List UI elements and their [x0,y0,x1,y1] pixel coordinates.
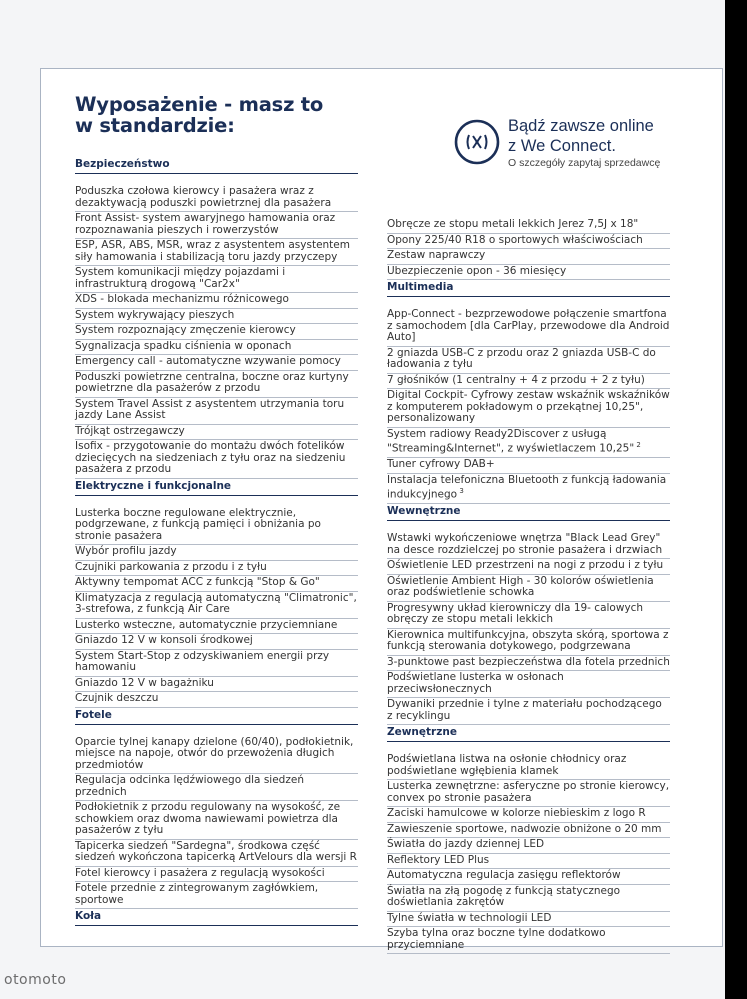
feature-item: XDS - blokada mechanizmu różnicowego [75,294,358,309]
feature-item: Instalacja telefoniczna Bluetooth z funkcją ładowania indukcyjnego $^3$ [387,475,670,505]
promo-headline: Bądź zawsze online z We Connect. [508,117,654,155]
feature-item: Sygnalizacja spadku ciśnienia w oponach [75,341,358,356]
feature-item: Opony 225/40 R18 o sportowych właściwościach [387,235,670,250]
feature-item: Zawieszenie sportowe, nadwozie obniżone o 20 mm [387,824,670,839]
watermark: otomoto [4,972,67,988]
feature-item: Dywaniki przednie i tylne z materiału pochodzącego z recyklingu [387,699,670,725]
feature-item: Światła do jazdy dziennej LED [387,839,670,854]
feature-item: Emergency call - automatyczne wzywanie pomocy [75,356,358,371]
right-column [387,219,670,955]
feature-item: Obręcze ze stopu metali lekkich Jerez 7,5J x 18" [387,219,670,234]
section-heading-wewnetrzne: Wewnętrzne [387,505,670,521]
feature-item: Podświetlane lusterka w osłonach przeciwsłonecznych [387,672,670,698]
feature-item: System radiowy Ready2Discover z usługą "Streaming&Internet", z wyświetlaczem 10,25" $^2$ [387,429,670,459]
feature-item: Światła na złą pogodę z funkcją statycznego doświetlania zakrętów [387,886,670,912]
feature-item: Oparcie tylnej kanapy dzielone (60/40), podłokietnik, miejsce na napoje, otwór do przewożenia długich przedmiotów [75,737,358,775]
feature-item: Wstawki wykończeniowe wnętrza "Black Lead Grey" na desce rozdzielczej po stronie pasażera i drzwiach [387,533,670,559]
feature-item: Kierownica multifunkcyjna, obszyta skórą, sportowa z funkcją sterowania dotykowego, podgrzewana [387,630,670,656]
feature-item: Progresywny układ kierowniczy dla 19- calowych obręczy ze stopu metali lekkich [387,603,670,629]
feature-item: System rozpoznający zmęczenie kierowcy [75,325,358,340]
feature-item: 3-punktowe past bezpieczeństwa dla fotela przednich [387,657,670,672]
feature-item: Tylne światła w technologii LED [387,913,670,928]
feature-item: Klimatyzacja z regulacją automatyczną "Climatronic", 3-strefowa, z funkcją Air Care [75,593,358,619]
feature-item: Lusterko wsteczne, automatycznie przyciemniane [75,620,358,635]
feature-item: Podłokietnik z przodu regulowany na wysokość, ze schowkiem oraz dwoma nawiewami powietrza dla pasażerów z tyłu [75,802,358,840]
section-heading-multimedia: Multimedia [387,281,670,297]
feature-item: Gniazdo 12 V w bagażniku [75,678,358,693]
feature-item: Lusterka zewnętrzne: asferyczne po stronie kierowcy, convex po stronie pasażera [387,781,670,807]
feature-item: Poduszka czołowa kierowcy i pasażera wraz z dezaktywacją poduszki powietrznej dla pasażera [75,186,358,212]
promo-subtext: O szczegóły zapytaj sprzedawcę [508,157,661,169]
feature-item: App-Connect - bezprzewodowe połączenie smartfona z samochodem [dla CarPlay, przewodowe dla Android Auto] [387,309,670,347]
feature-item: Zestaw naprawczy [387,250,670,265]
feature-item: Isofix - przygotowanie do montażu dwóch fotelików dziecięcych na siedzeniach z tyłu oraz na siedzeniu pasażera z przodu [75,441,358,479]
feature-item: Reflektory LED Plus [387,855,670,870]
feature-item: 2 gniazda USB-C z przodu oraz 2 gniazda USB-C do ładowania z tyłu [387,348,670,374]
section-heading-zewnetrzne: Zewnętrzne [387,726,670,742]
we-connect-promo [454,116,694,172]
feature-item: ESP, ASR, ABS, MSR, wraz z asystentem asystentem siły hamowania i stabilizacją toru jazdy przyczepy [75,240,358,266]
feature-item: Ubezpieczenie opon - 36 miesięcy [387,266,670,281]
title-line-1: Wyposażenie - masz to [75,93,324,116]
feature-item: Oświetlenie Ambient High - 30 kolorów oświetlenia oraz podświetlenie schowka [387,576,670,602]
title-line-2: w standardzie: [75,114,235,137]
feature-item: Aktywny tempomat ACC z funkcją "Stop & Go" [75,577,358,592]
page-title [75,94,323,136]
feature-item: Automatyczna regulacja zasięgu reflektorów [387,870,670,885]
feature-item: 7 głośników (1 centralny + 4 z przodu + 2 z tyłu) [387,375,670,390]
feature-item: Gniazdo 12 V w konsoli środkowej [75,635,358,650]
feature-item: Podświetlana listwa na osłonie chłodnicy oraz podświetlane wgłębienia klamek [387,754,670,780]
feature-item: Czujniki parkowania z przodu i z tyłu [75,562,358,577]
feature-item: Oświetlenie LED przestrzeni na nogi z przodu i z tyłu [387,560,670,575]
section-heading-kola: Koła [75,910,358,926]
feature-item: Wybór profilu jazdy [75,546,358,561]
feature-item: Czujnik deszczu [75,693,358,708]
feature-item: Lusterka boczne regulowane elektrycznie, podgrzewane, z funkcją pamięci i obniżania po stronie pasażera [75,508,358,546]
feature-item: System Start-Stop z odzyskiwaniem energii przy hamowaniu [75,651,358,677]
feature-item: Zaciski hamulcowe w kolorze niebieskim z logo R [387,808,670,823]
feature-item: Tuner cyfrowy DAB+ [387,459,670,474]
feature-item: Regulacja odcinka lędźwiowego dla siedzeń przednich [75,775,358,801]
feature-item: Tapicerka siedzeń "Sardegna", środkowa część siedzeń wykończona tapicerką ArtVelours dla wersji R [75,841,358,867]
footnote-marker: 2 [634,441,641,449]
feature-item: Fotel kierowcy i pasażera z regulacją wysokości [75,868,358,883]
left-column [75,158,358,938]
feature-item: System komunikacji między pojazdami i infrastrukturą drogową "Car2x" [75,267,358,293]
footnote-marker: 3 [457,487,464,495]
section-heading-elektryczne-i-funkcjonalne: Elektryczne i funkcjonalne [75,480,358,496]
feature-item: Poduszki powietrzne centralna, boczne oraz kurtyny powietrzne dla pasażerów z przodu [75,372,358,398]
feature-item: Szyba tylna oraz boczne tylne dodatkowo przyciemniane [387,928,670,954]
feature-item: Fotele przednie z zintegrowanym zagłówkiem, sportowe [75,883,358,909]
feature-item: Trójkąt ostrzegawczy [75,426,358,441]
feature-item: Digital Cockpit- Cyfrowy zestaw wskaźnik wskaźników z komputerem pokładowym o przekątnej 10,25", personalizowany [387,390,670,428]
feature-item: Front Assist- system awaryjnego hamowania oraz rozpoznawania pieszych i rowerzystów [75,213,358,239]
section-heading-bezpieczenstwo: Bezpieczeństwo [75,158,358,174]
feature-item: System Travel Assist z asystentem utrzymania toru jazdy Lane Assist [75,399,358,425]
we-connect-icon [454,119,500,165]
feature-item: System wykrywający pieszych [75,310,358,325]
section-heading-fotele: Fotele [75,709,358,725]
